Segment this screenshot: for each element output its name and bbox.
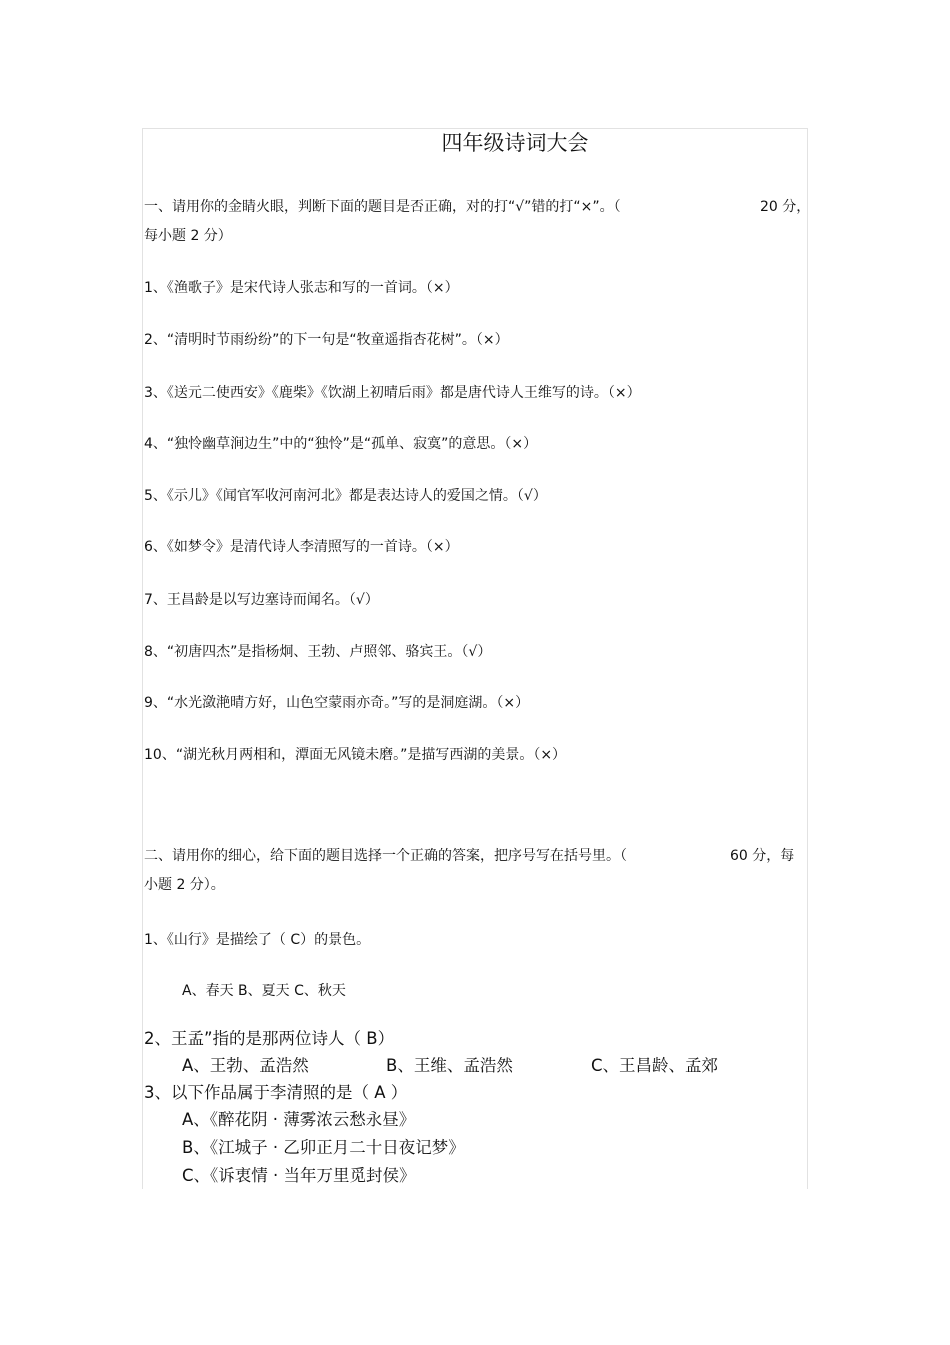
page-title: 四年级诗词大会 [441, 131, 589, 155]
section1-heading: 一、请用你的金睛火眼，判断下面的题目是否正确，对的打“√”错的打“×”。（ [144, 199, 621, 215]
choice-q3: 3、以下作品属于李清照的是（ A ） [144, 1083, 408, 1102]
choice-q3-option-b: B、《江城子 · 乙卯正月二十日夜记梦》 [182, 1138, 465, 1157]
choice-q1-options: A、春天 B、夏天 C、秋天 [182, 983, 346, 999]
judge-item-10: 10、“湖光秋月两相和，潭面无风镜未磨。”是描写西湖的美景。（×） [144, 747, 567, 763]
judge-item-1: 1、《渔歌子》是宋代诗人张志和写的一首词。（×） [144, 280, 459, 296]
choice-q2: 2、王孟”指的是那两位诗人（ B） [144, 1029, 395, 1048]
section1-heading-cont: 每小题 2 分） [144, 228, 232, 244]
section2-heading-cont: 小题 2 分）。 [144, 877, 225, 893]
judge-item-9: 9、“水光潋滟晴方好，山色空蒙雨亦奇。”写的是洞庭湖。（×） [144, 695, 530, 711]
choice-q2-option-c: C、王昌龄、孟郊 [591, 1056, 719, 1075]
section1-points: 20 分， [760, 199, 811, 215]
judge-item-6: 6、《如梦令》是清代诗人李清照写的一首诗。（×） [144, 539, 459, 555]
choice-q2-option-b: B、王维、孟浩然 [386, 1056, 513, 1075]
section2-heading: 二、请用你的细心，给下面的题目选择一个正确的答案，把序号写在括号里。（ [144, 848, 627, 864]
judge-item-4: 4、“独怜幽草涧边生”中的“独怜”是“孤单、寂寞”的意思。（×） [144, 436, 538, 452]
judge-item-2: 2、“清明时节雨纷纷”的下一句是“牧童遥指杏花树”。（×） [144, 332, 509, 348]
judge-item-3: 3、《送元二使西安》《鹿柴》《饮湖上初晴后雨》都是唐代诗人王维写的诗。（×） [144, 385, 641, 401]
choice-q3-option-c: C、《诉衷情 · 当年万里觅封侯》 [182, 1166, 416, 1185]
section2-points: 60 分，每 [730, 848, 795, 864]
judge-item-7: 7、王昌龄是以写边塞诗而闻名。（√） [144, 592, 379, 608]
choice-q1: 1、《山行》是描绘了（ C）的景色。 [144, 932, 371, 948]
choice-q3-option-a: A、《醉花阴 · 薄雾浓云愁永昼》 [182, 1110, 416, 1129]
judge-item-8: 8、“初唐四杰”是指杨炯、王勃、卢照邻、骆宾王。（√） [144, 644, 492, 660]
choice-q2-option-a: A、王勃、孟浩然 [182, 1056, 309, 1075]
judge-item-5: 5、《示儿》《闻官军收河南河北》都是表达诗人的爱国之情。（√） [144, 488, 547, 504]
